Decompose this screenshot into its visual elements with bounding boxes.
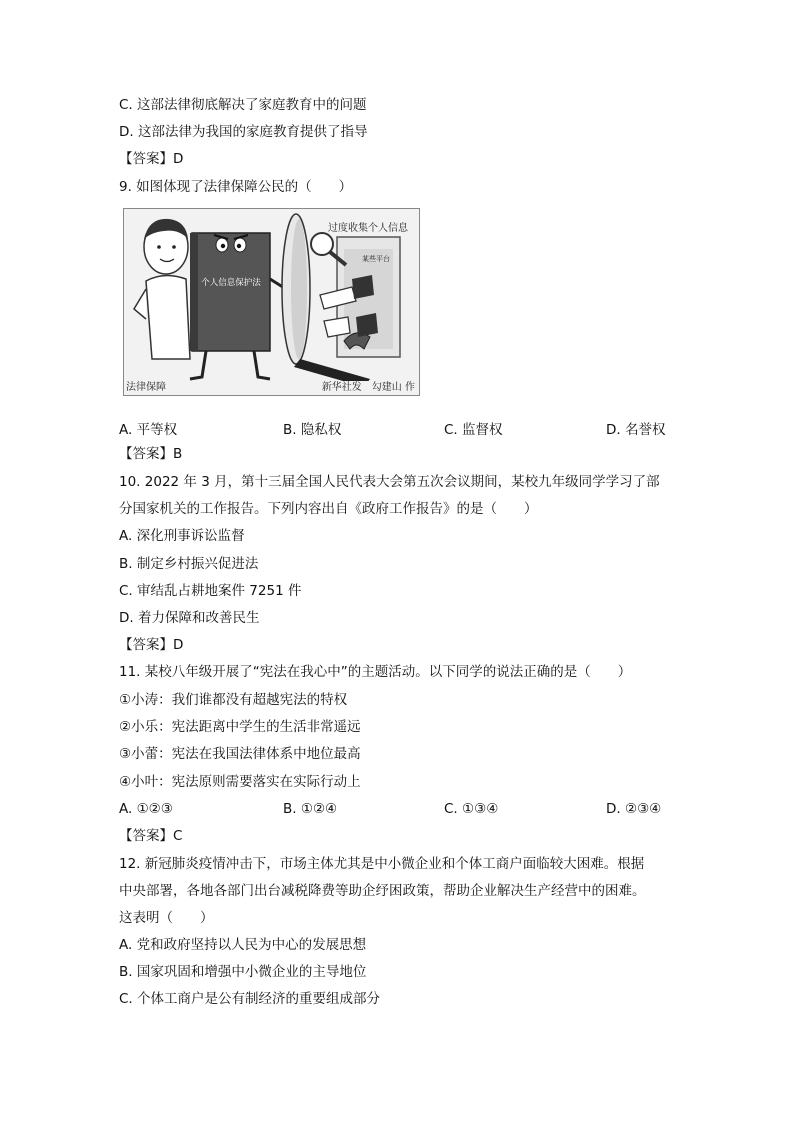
answer-11: 【答案】C [119,828,183,844]
q11-option-b: B. ①②④ [283,801,338,817]
q10-option-b: B. 制定乡村振兴促进法 [119,556,259,572]
q9-options [119,418,670,436]
answer-8: 【答案】D [119,151,184,167]
q11-option-a: A. ①②③ [119,801,173,817]
option-c: C. 这部法律彻底解决了家庭教育中的问题 [119,97,367,113]
question-10-line2: 分国家机关的工作报告。下列内容出自《政府工作报告》的是（ ） [119,501,538,517]
q11-statement-1: ①小涛：我们谁都没有超越宪法的特权 [119,692,348,708]
q12-option-a: A. 党和政府坚持以人民为中心的发展思想 [119,937,367,953]
question-9: 9. 如图体现了法律保障公民的（ ） [119,179,353,195]
q9-option-c: C. 监督权 [444,422,503,438]
figure-caption-right: 新华社发 勾建山 作 [321,382,415,393]
answer-9: 【答案】B [119,446,183,462]
platform-label: 某些平台 [362,255,390,263]
q10-option-a: A. 深化刑事诉讼监督 [119,528,245,544]
question-12-line3: 这表明（ ） [119,910,214,926]
question-12-line2: 中央部署，各地各部门出台减税降费等助企纾困政策，帮助企业解决生产经营中的困难。 [119,883,646,899]
answer-10: 【答案】D [119,637,184,653]
figure-caption-left: 法律保障 [126,382,166,393]
book-title: 个人信息保护法 [201,278,261,288]
question-10-line1: 10. 2022 年 3 月，第十三届全国人民代表大会第五次会议期间，某校九年级同学学习了部 [119,474,660,490]
q9-option-d: D. 名誉权 [606,422,666,438]
q11-option-c: C. ①③④ [444,801,499,817]
q12-option-c: C. 个体工商户是公有制经济的重要组成部分 [119,991,381,1007]
q9-option-a: A. 平等权 [119,422,178,438]
q10-option-d: D. 着力保障和改善民生 [119,610,260,626]
option-d: D. 这部法律为我国的家庭教育提供了指导 [119,124,368,140]
q11-statement-2: ②小乐：宪法距离中学生的生活非常遥远 [119,719,361,735]
shield-icon [282,214,310,364]
q11-statement-4: ④小叶：宪法原则需要落实在实际行动上 [119,774,361,790]
question-11: 11. 某校八年级开展了“宪法在我心中”的主题活动。以下同学的说法正确的是（ ） [119,664,632,680]
q12-option-b: B. 国家巩固和增强中小微企业的主导地位 [119,964,367,980]
question-12-line1: 12. 新冠肺炎疫情冲击下，市场主体尤其是中小微企业和个体工商户面临较大困难。根据 [119,856,645,872]
q11-option-d: D. ②③④ [606,801,662,817]
q9-option-b: B. 隐私权 [283,422,342,438]
q10-option-c: C. 审结乱占耕地案件 7251 件 [119,583,302,599]
q11-options [119,801,670,819]
cartoon-figure [123,208,420,396]
banner-text: 过度收集个人信息 [328,223,408,234]
q11-statement-3: ③小蕾：宪法在我国法律体系中地位最高 [119,746,361,762]
